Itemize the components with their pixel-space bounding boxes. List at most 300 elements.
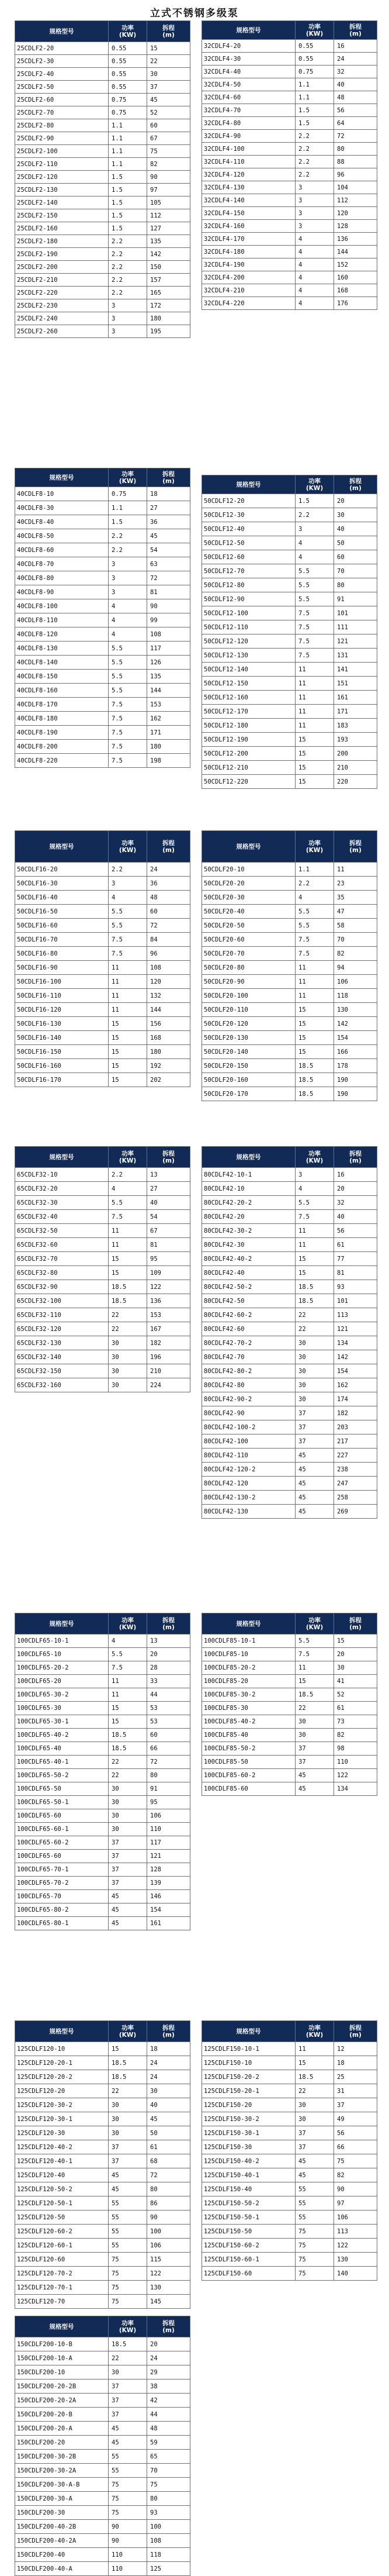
- cell-stages: 20: [147, 2337, 190, 2351]
- cell-power: 2.2: [296, 877, 334, 891]
- header-model: 规格型号: [202, 1147, 296, 1168]
- cell-stages: 75: [147, 2478, 190, 2492]
- cell-model: 25CDLF2-60: [15, 94, 109, 106]
- cell-model: 100CDLF85-50: [202, 1756, 296, 1769]
- cell-power: 37: [109, 2408, 147, 2422]
- cell-power: 3: [109, 571, 147, 585]
- cell-stages: 93: [147, 2506, 190, 2520]
- cell-stages: 67: [147, 1224, 190, 1238]
- cell-stages: 60: [147, 905, 190, 919]
- cell-stages: 70: [334, 933, 377, 947]
- table-row: [15, 1336, 190, 1350]
- cell-stages: 145: [147, 2295, 190, 2309]
- cell-power: 11: [109, 1238, 147, 1252]
- cell-model: 100CDLF65-20: [15, 1675, 109, 1688]
- cell-power: 37: [296, 1420, 334, 1434]
- table-row: [15, 712, 190, 726]
- header-model: 规格型号: [202, 2021, 296, 2042]
- cell-model: 32CDLF4-220: [202, 297, 296, 310]
- cell-stages: 45: [147, 529, 190, 543]
- cell-power: 37: [109, 1850, 147, 1863]
- cell-power: 4: [296, 536, 334, 550]
- cell-power: 3: [109, 312, 147, 325]
- cell-model: 50CDLF16-110: [15, 989, 109, 1003]
- table-row: [15, 1809, 190, 1823]
- spec-table: [202, 475, 377, 789]
- table-row: [15, 1168, 190, 1182]
- cell-power: 5.5: [109, 919, 147, 933]
- spec-table: [15, 468, 190, 768]
- cell-stages: 80: [147, 2492, 190, 2506]
- cell-model: 100CDLF85-10-1: [202, 1634, 296, 1648]
- cell-stages: 122: [334, 1769, 377, 1782]
- cell-power: 7.5: [296, 933, 334, 947]
- cell-model: 32CDLF4-130: [202, 181, 296, 194]
- cell-power: 3: [109, 299, 147, 312]
- cell-model: 50CDLF20-150: [202, 1059, 296, 1073]
- cell-model: 25CDLF2-30: [15, 55, 109, 68]
- table-row: [15, 209, 190, 222]
- table-row: [202, 104, 377, 117]
- table-row: [15, 1294, 190, 1308]
- cell-stages: 108: [147, 627, 190, 642]
- cell-power: 3: [109, 585, 147, 599]
- cell-power: 4: [109, 599, 147, 613]
- cell-stages: 82: [334, 947, 377, 961]
- cell-power: 0.55: [296, 40, 334, 53]
- cell-stages: 180: [147, 1045, 190, 1059]
- table-row: [15, 1903, 190, 1917]
- table-row: [15, 2450, 190, 2464]
- cell-stages: 238: [334, 1463, 377, 1477]
- cell-model: 40CDLF8-60: [15, 543, 109, 557]
- cell-model: 32CDLF4-60: [202, 91, 296, 104]
- cell-power: 18.5: [109, 1729, 147, 1742]
- cell-model: 100CDLF65-40: [15, 1742, 109, 1756]
- cell-model: 100CDLF65-60: [15, 1809, 109, 1823]
- table-row: [15, 2196, 190, 2211]
- table-row: [202, 1252, 377, 1266]
- cell-model: 150CDLF200-40: [15, 2548, 109, 2562]
- table-row: [15, 670, 190, 684]
- cell-model: 80CDLF42-120-2: [202, 1463, 296, 1477]
- cell-stages: 84: [147, 933, 190, 947]
- cell-power: 15: [296, 1675, 334, 1688]
- header-stages: [147, 831, 190, 863]
- cell-stages: 75: [334, 2154, 377, 2168]
- cell-power: 2.2: [296, 156, 334, 168]
- cell-model: 150CDLF200-30-2B: [15, 2450, 109, 2464]
- table-row: [202, 246, 377, 258]
- table-row: [202, 1661, 377, 1675]
- cell-stages: 61: [334, 1702, 377, 1715]
- spec-table-25cdlf2: [15, 20, 190, 338]
- cell-power: 15: [109, 1031, 147, 1045]
- table-row: [202, 1017, 377, 1031]
- cell-power: 30: [109, 1796, 147, 1809]
- table-row: [15, 2506, 190, 2520]
- cell-stages: 16: [334, 1168, 377, 1182]
- cell-stages: 54: [147, 1210, 190, 1224]
- cell-model: 50CDLF12-80: [202, 578, 296, 592]
- table-row: [202, 1392, 377, 1406]
- cell-model: 150CDLF200-20-B: [15, 2408, 109, 2422]
- table-row: [15, 1073, 190, 1087]
- header-stages: [334, 1147, 377, 1168]
- cell-stages: 112: [147, 209, 190, 222]
- cell-model: 100CDLF85-10: [202, 1648, 296, 1661]
- cell-power: 30: [296, 1336, 334, 1350]
- cell-stages: 122: [334, 2239, 377, 2253]
- cell-stages: 73: [334, 1715, 377, 1729]
- cell-model: 50CDLF20-60: [202, 933, 296, 947]
- cell-power: 22: [296, 2084, 334, 2098]
- cell-power: 2.2: [109, 529, 147, 543]
- cell-stages: 13: [147, 1634, 190, 1648]
- table-row: [202, 258, 377, 271]
- cell-power: 18.5: [109, 2070, 147, 2084]
- cell-power: 15: [109, 1702, 147, 1715]
- cell-power: 11: [296, 1661, 334, 1675]
- cell-model: 50CDLF12-100: [202, 606, 296, 620]
- cell-stages: 168: [147, 1031, 190, 1045]
- cell-model: 100CDLF65-80-1: [15, 1917, 109, 1930]
- spec-table-40cdlf8: [15, 468, 190, 768]
- cell-model: 50CDLF16-160: [15, 1059, 109, 1073]
- cell-model: 50CDLF20-160: [202, 1073, 296, 1087]
- cell-stages: 128: [334, 220, 377, 233]
- cell-model: 80CDLF42-50: [202, 1294, 296, 1308]
- cell-model: 150CDLF200-20: [15, 2436, 109, 2450]
- table-row: [15, 740, 190, 754]
- cell-power: 15: [109, 2042, 147, 2056]
- cell-stages: 65: [147, 2450, 190, 2464]
- header-stages-label: 拆程: [162, 1150, 175, 1157]
- cell-power: 15: [296, 1266, 334, 1280]
- table-row: [15, 543, 190, 557]
- cell-power: 75: [109, 2295, 147, 2309]
- cell-model: 40CDLF8-200: [15, 740, 109, 754]
- table-row: [15, 2351, 190, 2365]
- table-row: [15, 1917, 190, 1930]
- cell-power: 37: [109, 1863, 147, 1877]
- table-row: [15, 1266, 190, 1280]
- cell-power: 1.5: [296, 494, 334, 508]
- cell-stages: 25: [334, 2070, 377, 2084]
- cell-model: 50CDLF16-70: [15, 933, 109, 947]
- cell-stages: 82: [334, 1729, 377, 1742]
- cell-stages: 56: [334, 104, 377, 117]
- table-row: [15, 2478, 190, 2492]
- cell-power: 55: [296, 2182, 334, 2196]
- cell-stages: 18: [334, 2056, 377, 2070]
- table-row: [202, 775, 377, 789]
- cell-stages: 121: [147, 1850, 190, 1863]
- cell-stages: 30: [147, 2084, 190, 2098]
- cell-model: 100CDLF65-10: [15, 1648, 109, 1661]
- table-row: [15, 2422, 190, 2436]
- cell-power: 110: [109, 2548, 147, 2562]
- spec-table: [15, 1613, 190, 1930]
- cell-model: 25CDLF2-20: [15, 42, 109, 55]
- table-row: [15, 2520, 190, 2534]
- header-power-unit: (KW): [119, 477, 137, 485]
- cell-model: 100CDLF85-60-2: [202, 1769, 296, 1782]
- spec-table: [202, 20, 377, 310]
- cell-model: 50CDLF16-80: [15, 947, 109, 961]
- cell-power: 110: [109, 2562, 147, 2576]
- cell-stages: 15: [147, 42, 190, 55]
- cell-stages: 32: [334, 1196, 377, 1210]
- header-power-label: 功率: [308, 477, 321, 485]
- cell-model: 50CDLF20-70: [202, 947, 296, 961]
- cell-stages: 82: [334, 2168, 377, 2182]
- header-model: 规格型号: [15, 2316, 109, 2337]
- cell-power: 18.5: [109, 2056, 147, 2070]
- header-power: [296, 21, 334, 40]
- cell-model: 25CDLF2-140: [15, 196, 109, 209]
- cell-model: 80CDLF42-120: [202, 1477, 296, 1491]
- cell-power: 30: [109, 1378, 147, 1392]
- table-row: [15, 989, 190, 1003]
- cell-power: 4: [109, 1634, 147, 1648]
- cell-stages: 217: [334, 1434, 377, 1449]
- table-row: [202, 1224, 377, 1238]
- table-row: [15, 1850, 190, 1863]
- header-model: 规格型号: [202, 1613, 296, 1634]
- table-row: [15, 1877, 190, 1890]
- table-row: [202, 168, 377, 181]
- cell-stages: 27: [147, 1182, 190, 1196]
- cell-stages: 139: [147, 1877, 190, 1890]
- cell-stages: 168: [334, 284, 377, 297]
- cell-power: 5.5: [296, 578, 334, 592]
- cell-stages: 110: [147, 1823, 190, 1836]
- cell-stages: 50: [334, 536, 377, 550]
- cell-power: 45: [109, 1917, 147, 1930]
- cell-model: 100CDLF85-60: [202, 1782, 296, 1796]
- cell-stages: 81: [334, 1266, 377, 1280]
- table-row: [202, 2098, 377, 2112]
- table-row: [202, 53, 377, 65]
- cell-power: 7.5: [109, 726, 147, 740]
- table-row: [15, 1364, 190, 1378]
- table-row: [15, 145, 190, 158]
- cell-power: 5.5: [109, 905, 147, 919]
- cell-power: 30: [296, 1364, 334, 1378]
- table-header-row: [202, 2021, 377, 2042]
- table-row: [15, 2408, 190, 2422]
- cell-power: 15: [296, 1003, 334, 1017]
- cell-stages: 60: [147, 1729, 190, 1742]
- cell-power: 11: [296, 663, 334, 677]
- table-row: [202, 975, 377, 989]
- cell-stages: 88: [334, 156, 377, 168]
- table-row: [202, 1280, 377, 1294]
- header-power-label: 功率: [308, 2024, 321, 2032]
- table-row: [202, 1769, 377, 1782]
- cell-power: 0.75: [109, 106, 147, 119]
- header-power-unit: (KW): [119, 1157, 137, 1164]
- cell-model: 100CDLF65-20-2: [15, 1661, 109, 1675]
- header-power: [296, 1147, 334, 1168]
- table-row: [202, 271, 377, 284]
- cell-stages: 72: [334, 130, 377, 143]
- cell-stages: 172: [147, 299, 190, 312]
- table-row: [202, 181, 377, 194]
- cell-power: 37: [296, 1756, 334, 1769]
- table-row: [15, 2337, 190, 2351]
- cell-stages: 48: [334, 91, 377, 104]
- cell-stages: 127: [147, 222, 190, 235]
- cell-power: 37: [109, 2380, 147, 2394]
- cell-power: 30: [109, 1823, 147, 1836]
- cell-stages: 60: [334, 550, 377, 564]
- cell-model: 65CDLF32-40: [15, 1210, 109, 1224]
- table-row: [15, 287, 190, 299]
- cell-model: 50CDLF12-20: [202, 494, 296, 508]
- table-row: [15, 261, 190, 274]
- cell-model: 80CDLF42-130-2: [202, 1491, 296, 1505]
- cell-model: 100CDLF65-10-1: [15, 1634, 109, 1648]
- cell-power: 75: [296, 2267, 334, 2281]
- cell-power: 5.5: [296, 919, 334, 933]
- cell-model: 40CDLF8-100: [15, 599, 109, 613]
- table-row: [15, 2140, 190, 2154]
- cell-model: 65CDLF32-50: [15, 1224, 109, 1238]
- cell-stages: 130: [334, 2253, 377, 2267]
- cell-stages: 196: [147, 1350, 190, 1364]
- table-row: [202, 989, 377, 1003]
- cell-model: 25CDLF2-230: [15, 299, 109, 312]
- header-power-label: 功率: [121, 24, 134, 32]
- cell-power: 15: [109, 1252, 147, 1266]
- cell-model: 80CDLF42-130: [202, 1505, 296, 1519]
- cell-stages: 100: [147, 2225, 190, 2239]
- cell-power: 3: [296, 207, 334, 220]
- cell-stages: 44: [147, 2408, 190, 2422]
- table-row: [202, 1168, 377, 1182]
- table-row: [15, 2365, 190, 2380]
- cell-power: 11: [296, 961, 334, 975]
- table-row: [202, 564, 377, 578]
- cell-model: 150CDLF200-40-2B: [15, 2520, 109, 2534]
- table-row: [202, 550, 377, 564]
- table-row: [15, 599, 190, 613]
- table-row: [15, 158, 190, 171]
- cell-power: 1.1: [296, 91, 334, 104]
- table-row: [15, 515, 190, 529]
- cell-stages: 75: [147, 145, 190, 158]
- cell-power: 2.2: [296, 130, 334, 143]
- table-header-row: [202, 831, 377, 863]
- cell-model: 50CDLF16-90: [15, 961, 109, 975]
- spec-table-100cdlf85: [202, 1613, 377, 1796]
- table-row: [15, 501, 190, 515]
- header-power: [109, 1613, 147, 1634]
- cell-model: 50CDLF12-190: [202, 733, 296, 747]
- spec-table: [15, 20, 190, 338]
- table-row: [202, 1715, 377, 1729]
- cell-model: 32CDLF4-140: [202, 194, 296, 207]
- cell-stages: 20: [147, 1648, 190, 1661]
- cell-model: 50CDLF20-170: [202, 1087, 296, 1101]
- cell-power: 15: [109, 1266, 147, 1280]
- cell-model: 125CDLF150-40-1: [202, 2168, 296, 2182]
- cell-model: 80CDLF42-90-2: [202, 1392, 296, 1406]
- table-header-row: [15, 1147, 190, 1168]
- cell-stages: 118: [334, 989, 377, 1003]
- cell-model: 100CDLF85-20-2: [202, 1661, 296, 1675]
- cell-power: 11: [296, 705, 334, 719]
- table-row: [202, 719, 377, 733]
- cell-stages: 174: [334, 1392, 377, 1406]
- header-stages-label: 拆程: [349, 477, 362, 485]
- cell-stages: 144: [334, 246, 377, 258]
- cell-model: 25CDLF2-210: [15, 274, 109, 287]
- cell-power: 1.5: [109, 171, 147, 184]
- table-row: [202, 2084, 377, 2098]
- cell-stages: 61: [147, 2140, 190, 2154]
- cell-power: 7.5: [296, 649, 334, 663]
- cell-model: 100CDLF85-40-2: [202, 1715, 296, 1729]
- cell-model: 100CDLF65-40-2: [15, 1729, 109, 1742]
- cell-model: 125CDLF150-40-2: [202, 2154, 296, 2168]
- cell-model: 40CDLF8-220: [15, 754, 109, 768]
- cell-power: 2.2: [296, 143, 334, 156]
- cell-model: 50CDLF20-140: [202, 1045, 296, 1059]
- cell-power: 7.5: [296, 947, 334, 961]
- cell-model: 100CDLF65-50-2: [15, 1769, 109, 1782]
- table-row: [15, 1702, 190, 1715]
- cell-power: 22: [109, 2351, 147, 2365]
- cell-power: 3: [296, 181, 334, 194]
- cell-stages: 113: [334, 1308, 377, 1322]
- cell-power: 5.5: [109, 684, 147, 698]
- cell-model: 80CDLF42-20: [202, 1210, 296, 1224]
- header-power-label: 功率: [121, 1150, 134, 1157]
- header-power: [296, 2021, 334, 2042]
- cell-model: 80CDLF42-110: [202, 1449, 296, 1463]
- cell-stages: 18: [147, 2042, 190, 2056]
- cell-stages: 180: [147, 740, 190, 754]
- cell-stages: 108: [147, 961, 190, 975]
- table-row: [202, 297, 377, 310]
- cell-power: 22: [109, 1308, 147, 1322]
- table-row: [15, 81, 190, 94]
- table-row: [15, 1769, 190, 1782]
- cell-model: 125CDLF120-40-2: [15, 2140, 109, 2154]
- table-row: [202, 91, 377, 104]
- cell-model: 50CDLF12-150: [202, 677, 296, 691]
- table-row: [15, 487, 190, 501]
- table-row: [15, 42, 190, 55]
- table-row: [202, 1378, 377, 1392]
- cell-power: 15: [296, 1045, 334, 1059]
- cell-model: 125CDLF120-60: [15, 2253, 109, 2267]
- cell-model: 50CDLF16-150: [15, 1045, 109, 1059]
- cell-model: 32CDLF4-190: [202, 258, 296, 271]
- header-power-unit: (KW): [305, 1623, 324, 1631]
- cell-model: 125CDLF120-70: [15, 2295, 109, 2309]
- cell-model: 80CDLF42-60-2: [202, 1308, 296, 1322]
- table-row: [202, 1477, 377, 1491]
- cell-power: 90: [109, 2520, 147, 2534]
- cell-power: 11: [109, 989, 147, 1003]
- cell-stages: 96: [334, 168, 377, 181]
- cell-stages: 183: [334, 719, 377, 733]
- table-row: [202, 40, 377, 53]
